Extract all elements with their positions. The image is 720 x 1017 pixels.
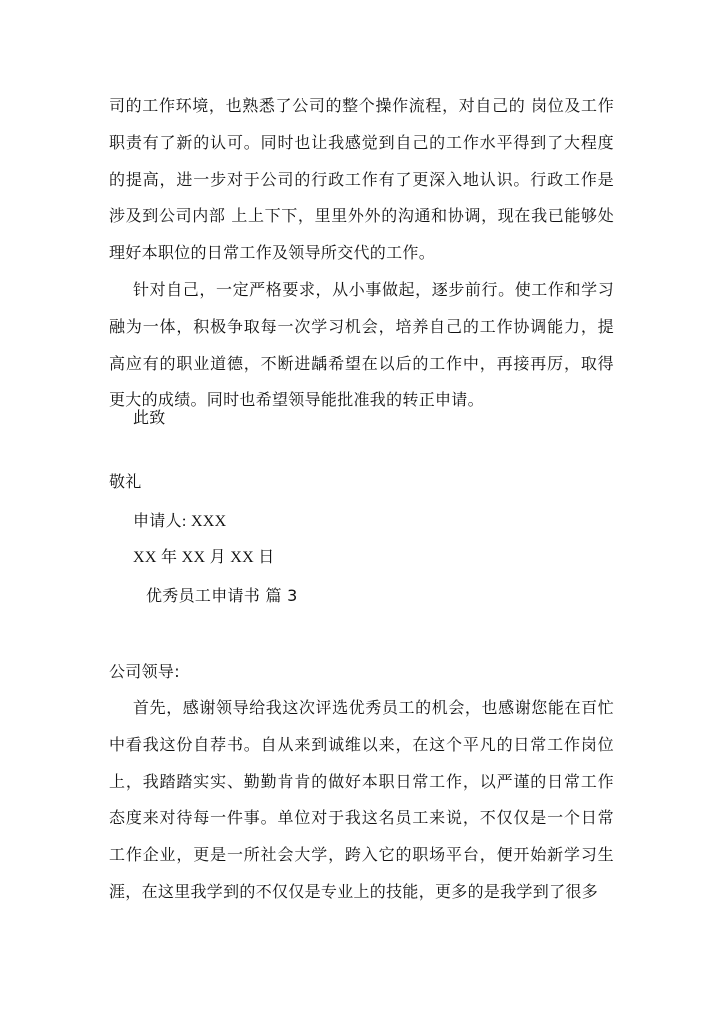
body-paragraph-1: 司的工作环境，也熟悉了公司的整个操作流程，对自己的 岗位及工作职责有了新的认可。同时也让我感觉到自己的工作水平得到了大程度的提高，进一步对于公司的行政工作有了更深入地认识。行政工作是涉及到公司内部 上上下下，里里外外的沟通和协调，现在我已能够处理好本职位的日常工作及领导所交代的工作。 <box>109 96 614 263</box>
salutation-line: 敬礼 <box>109 472 142 491</box>
body-paragraph-2: 针对自己，一定严格要求，从小事做起，逐步前行。使工作和学习融为一体，积极争取每一次学习机会，培养自己的工作协调能力，提高应有的职业道德，不断进龋希望在以后的工作中，再接再厉，取得更大的成绩。同时也希望领导能批准我的转正申请。 <box>109 280 614 410</box>
date-line: XX 年 XX 月 XX 日 <box>133 549 275 566</box>
greeting-line: 公司领导: <box>109 662 180 681</box>
applicant-line: 申请人: XXX <box>133 513 227 530</box>
closing-line: 此致 <box>133 408 166 427</box>
body-paragraph-3: 首先，感谢领导给我这次评选优秀员工的机会，也感谢您能在百忙中看我这份自荐书。自从来到诚维以来，在这个平凡的日常工作岗位上，我踏踏实实、勤勤肯肯的做好本职日常工作，以严谨的日常工作态度来对待每一件事。单位对于我这名员工来说，不仅仅是一个日常工作企业，更是一所社会大学，跨入它的职场平台，便开始新学习生涯，在这里我学到的不仅仅是专业上的技能，更多的是我学到了很多 <box>109 698 614 901</box>
section-title: 优秀员工申请书 篇 3 <box>146 586 298 605</box>
